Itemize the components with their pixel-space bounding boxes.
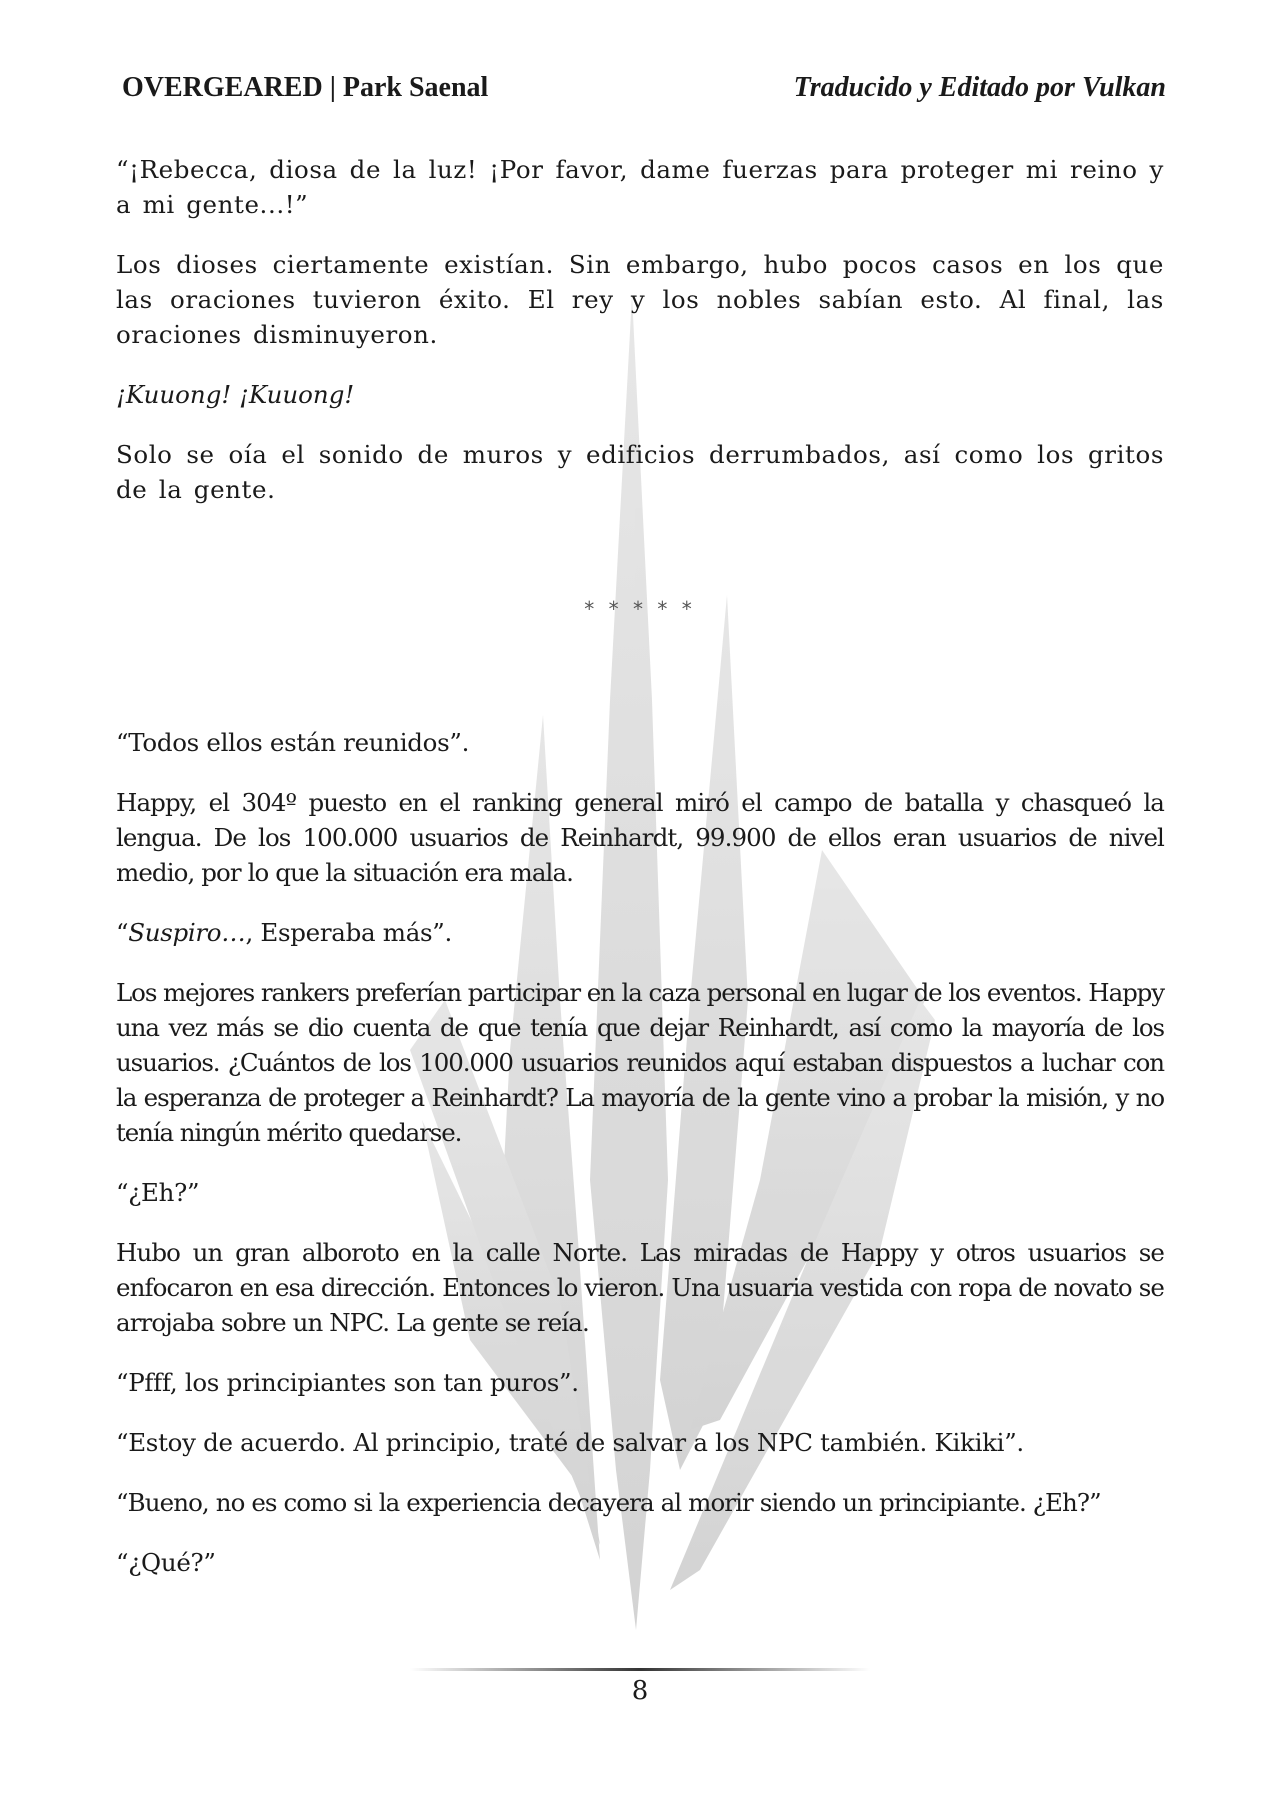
- paragraph: “Todos ellos están reunidos”.: [116, 728, 470, 757]
- paragraph: “¿Qué?”: [116, 1548, 216, 1577]
- quote-rest: , Esperaba más”.: [245, 918, 452, 947]
- paragraph: Los dioses ciertamente existían. Sin embargo, hubo pocos casos en los que las oraciones tuvieron éxito. El rey y los nobles sabían esto. Al final, las oraciones disminuyeron.: [116, 250, 1164, 349]
- scene-separator: * * * * *: [584, 597, 696, 621]
- paragraph: Happy, el 304º puesto en el ranking general miró el campo de batalla y chasqueó la lengua. De los 100.000 usuarios de Reinhardt, 99.900 de ellos eran usuarios de nivel medio, por lo que la situación era mala.: [116, 788, 1164, 887]
- paragraph: Hubo un gran alboroto en la calle Norte. Las miradas de Happy y otros usuarios se enfocaron en esa dirección. Entonces lo vieron. Una usuaria vestida con ropa de novato se arrojaba sobre un NPC. La gente se reía.: [116, 1238, 1164, 1337]
- paragraph: Los mejores rankers preferían participar en la caza personal en lugar de los eventos. Happy una vez más se dio cuenta de que tenía que dejar Reinhardt, así como la mayoría de los usuarios. ¿Cuántos de los 100.000 usuarios reunidos aquí estaban dispuestos a luchar con la esperanza de proteger a Reinhardt? La mayoría de la gente vino a probar la misión, y no tenía ningún mérito quedarse.: [116, 978, 1164, 1147]
- paragraph: “Estoy de acuerdo. Al principio, traté de salvar a los NPC también. Kikiki”.: [116, 1428, 1024, 1457]
- paragraph: “¡Rebecca, diosa de la luz! ¡Por favor, dame fuerzas para proteger mi reino y a mi gente...!”: [116, 155, 1164, 219]
- paragraph: Solo se oía el sonido de muros y edificios derrumbados, así como los gritos de la gente.: [116, 440, 1164, 504]
- paragraph: “Bueno, no es como si la experiencia decayera al morir siendo un principiante. ¿Eh?”: [116, 1488, 1101, 1517]
- translator-credit: Traducido y Editado por Vulkan: [793, 72, 1166, 103]
- sigh-italic: Suspiro…: [128, 918, 246, 947]
- quote-open: “: [116, 918, 129, 947]
- footer-divider: [410, 1668, 870, 1671]
- paragraph: [116, 915, 1164, 950]
- paragraph: “Pfff, los principiantes son tan puros”.: [116, 1368, 579, 1397]
- sound-effect: ¡Kuuong! ¡Kuuong!: [116, 380, 355, 409]
- book-title: OVERGEARED | Park Saenal: [122, 72, 489, 103]
- paragraph: “¿Eh?”: [116, 1178, 200, 1207]
- chapter-text: [116, 152, 1164, 1580]
- page-header: [122, 72, 1166, 112]
- page-number: 8: [631, 1676, 649, 1706]
